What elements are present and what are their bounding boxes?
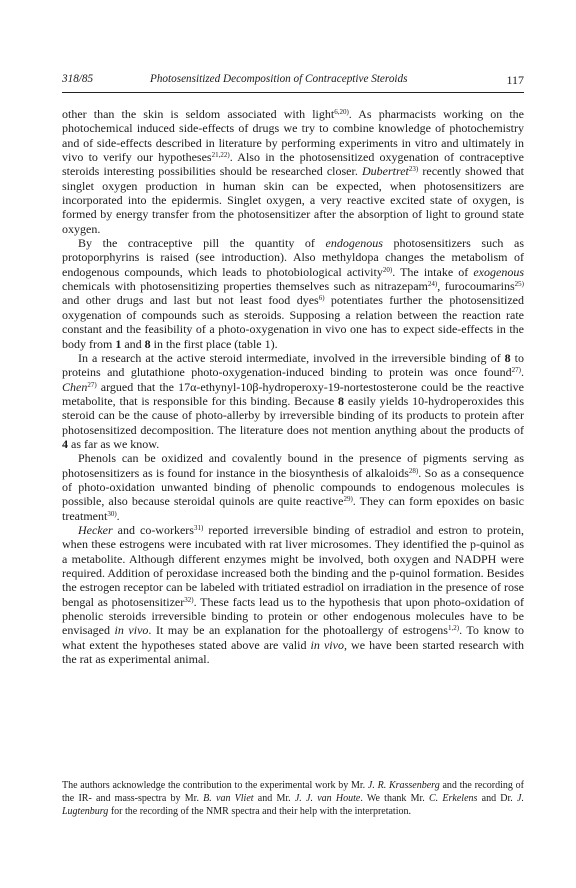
reference-superscript: 6,20) [334,108,349,116]
italic-text: J. R. Krassenberg [367,780,440,791]
reference-superscript: 30) [107,509,117,518]
journal-reference: 318/85 [62,73,94,85]
compound-number: 8 [144,336,151,351]
compound-number: 8 [504,350,511,365]
reference-superscript: 27) [511,366,521,375]
compound-number: 4 [62,436,68,451]
reference-superscript: 32) [184,595,194,604]
italic-text: J. J. van Houte [294,793,361,805]
paragraph: In a research at the active steroid intermediate, involved in the irreversible binding of 8 to proteins and glutathione photo-oxygenation-induced binding to protein was once found$^{27)}$. Chen$^{27)}$ argued that the 17α-ethynyl-10β-hydroperoxy-19-nortestosterone could be the reactive metabolite, that is responsible for this binding. Because 8 easily yields 10-hydroperoxides this steroid can be the cause of photo-allerby by irreversible binding of its products to protein after photosensitized decomposition. The literature does not mention anything about the products of 4 as far as we know. [62,350,524,451]
reference-superscript: 21,22) [211,151,230,160]
acknowledgement-text: The authors acknowledge the contribution to the experimental work by Mr. J. R. Krassenberg and the recording of the IR- and mass-spectra by Mr. B. van Vliet and Mr. J. J. van Houte. We thank Mr. C. Erkelens and Dr. J. Lugtenburg for the recording of the NMR spectra and their help with the interpretation. [62,780,524,818]
italic-text: J. Lugtenburg [62,793,524,818]
body-text [62,107,524,666]
header-rule [62,92,524,93]
italic-text: Dubertret [362,164,409,179]
reference-superscript: 20) [382,265,393,274]
reference-superscript: 6) [318,294,325,303]
running-title: Photosensitized Decomposition of Contraceptive Steroids [150,73,408,85]
page-number: 117 [506,73,524,87]
paragraph: By the contraceptive pill the quantity of endogenous photosensitizers such as protoporphyrins is raised (see introduction). Also methyldopa changes the metabolism of endogenous compounds, which leads to photobiological activity$^{20)}$. The intake of exogenous chemicals with photosensitizing properties themselves such as nitrazepam$^{24)}$, furocoumarins$^{25)}$ and other drugs and last but not least food dyes$^{6)}$ potentiates further the photosensitized oxygenation of compounds such as steroids. Supposing a relation between the reaction rate constant and the feasibility of a photo-oxygenation in vivo one has to expect side-effects in the body from 1 and 8 in the first place (table 1). [62,236,525,351]
reference-superscript: 31) [193,523,204,532]
running-head [62,73,524,89]
paragraph: Hecker and co-workers$^{31)}$ reported irreversible binding of estradiol and estron to protein, when these estrogens were incubated with rat liver microsomes. They identified the p-quinol as a metabolite. Although different enzymes might be involved, both oxygen and NADPH were required. Addition of peroxidase increased both the binding and the p-quinol formation. Besides the estrogen receptor can be labeled with tritiated estradiol on irradiation in the presence of rose bengal as photosensitizer$^{32)}$. These facts lead us to the hypothesis that upon photo-oxidation of phenolic steroids irreversible binding to protein or other endogenous molecules have to be envisaged in vivo. It may be an explanation for the photoallergy of estrogens$^{1,2)}$. To know to what extent the hypotheses stated above are valid in vivo, we have been started research with the rat as experimental animal. [62,522,525,667]
compound-number: 1 [115,336,122,351]
italic-text: exogenous [473,264,524,279]
reference-superscript: 29) [343,495,353,504]
paragraph: Phenols can be oxidized and covalently bound in the presence of pigments serving as photosensitizers as is found for instance in the biosynthesis of alkaloids$^{28)}$. So as a consequence of photo-oxidation unwanted binding of phenolic compounds to endogenous molecules is possible, also because steroidal quinols are quite reactive$^{29)}$. They can form epoxides on basic treatment$^{30)}$. [62,451,524,523]
italic-text: Hecker [78,522,113,537]
reference-superscript: 1,2) [447,624,460,633]
italic-text: endogenous [325,236,383,251]
italic-text: in vivo [114,623,149,638]
italic-text: C. Erkelens [429,793,478,805]
reference-superscript: 28) [408,466,419,475]
paragraph: other than the skin is seldom associated with light$^{6,20)}$. As pharmacists working on the photochemical induced side-effects of drugs we try to combine knowledge of photochemistry and of side-effects described in literature by performing experiments in vitro and ultimately in vivo to verify our hypotheses$^{21,22)}$. Also in the photosensitized oxygenation of contraceptive steroids interesting possibilities should be researched closer. Dubertret$^{23)}$ recently showed that singlet oxygen production in human skin can be expected, when photosensitizers are incorporated into the epidermis. Singlet oxygen, a very reactive excited state of oxygen, is formed by energy transfer from the photosensitizer after the absorption of light to ground state oxygen. [62,107,525,236]
reference-superscript: 27) [87,380,97,389]
reference-superscript: 23) [408,165,419,174]
compound-number: 8 [338,393,344,408]
reference-superscript: 25) [514,280,524,289]
acknowledgement [62,779,524,819]
italic-text: Chen [62,379,88,394]
reference-superscript: 24) [427,280,438,289]
italic-text: in vivo [310,637,344,652]
italic-text: B. van Vliet [203,793,254,805]
